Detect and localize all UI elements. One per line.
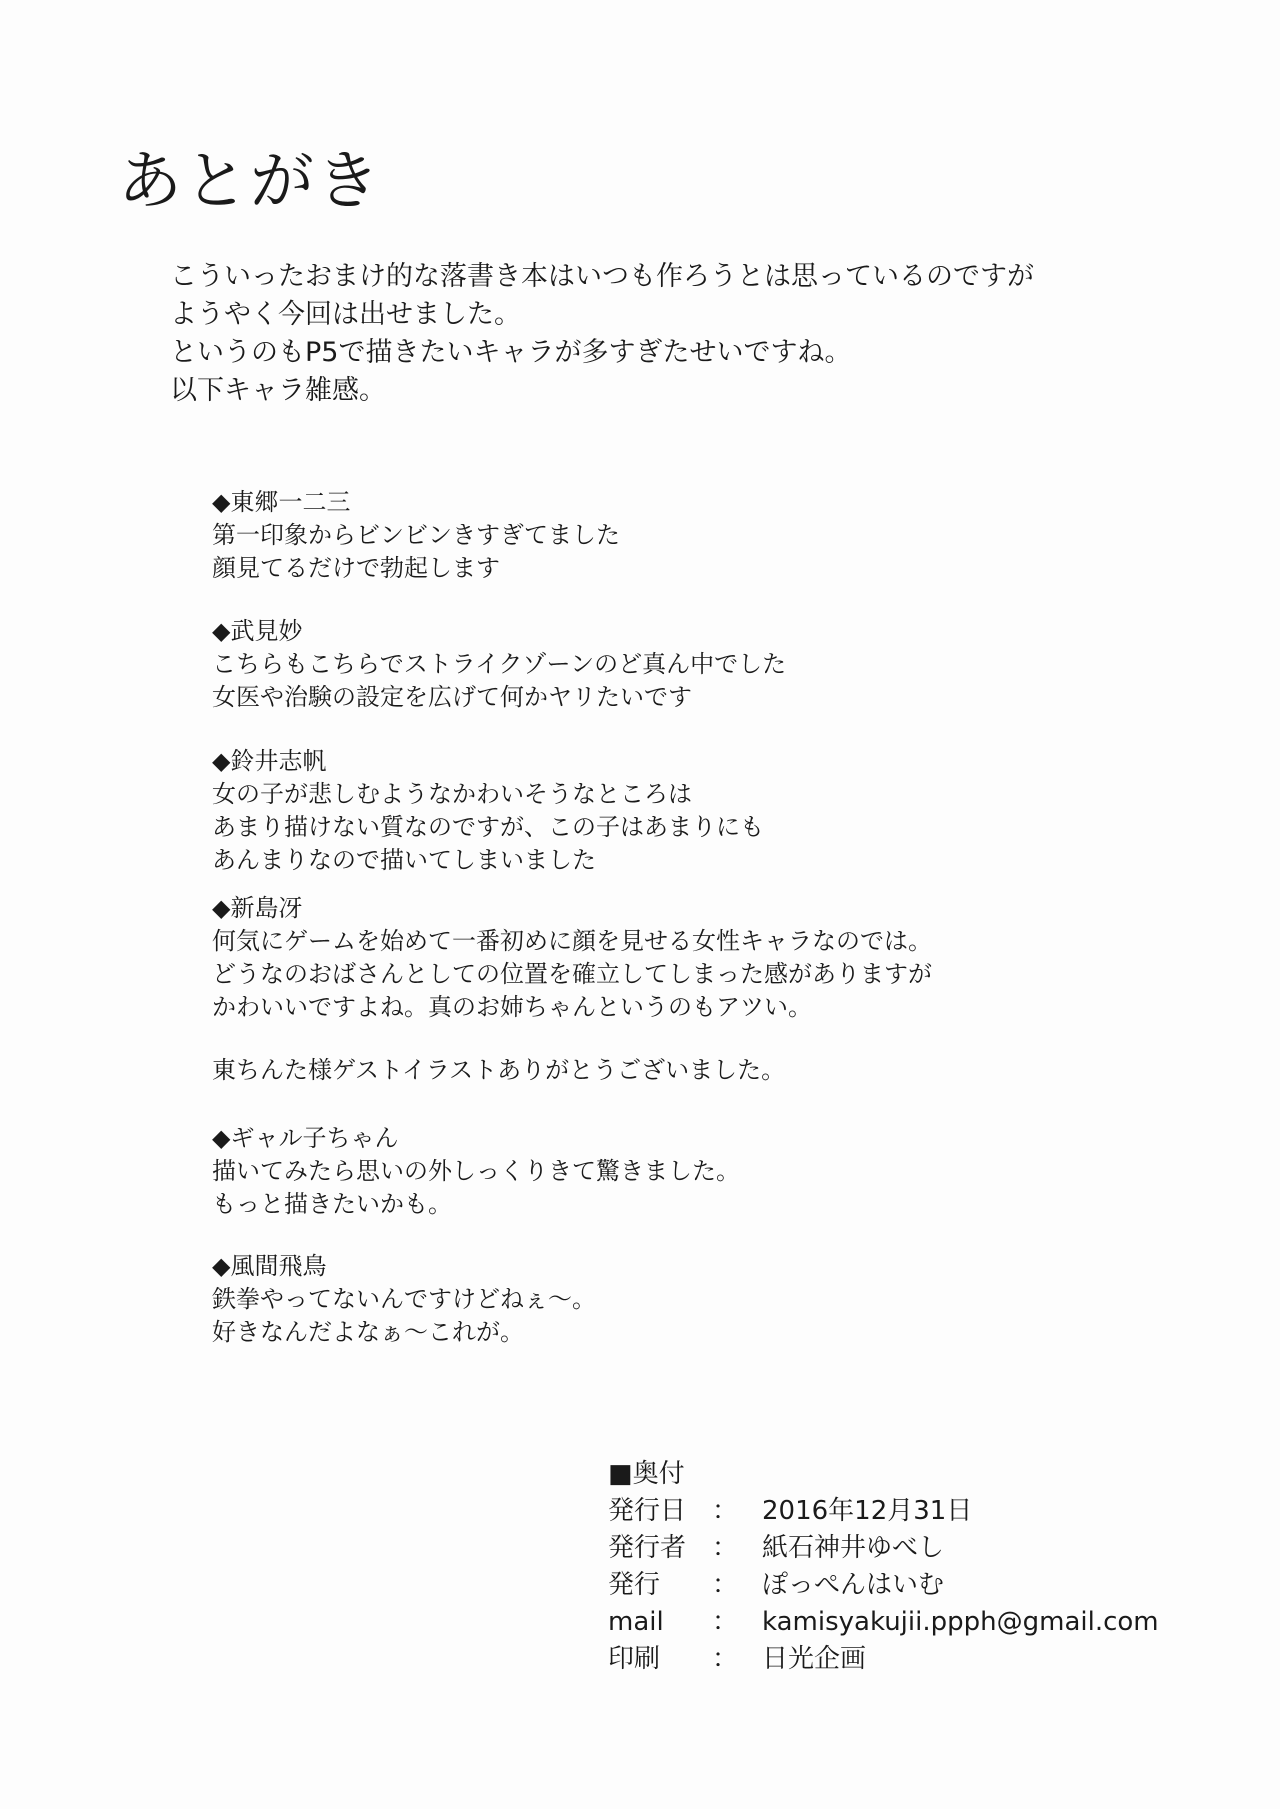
colophon-row-mail <box>608 1604 1159 1641</box>
note-line: 鉄拳やってないんですけどねぇ～。 <box>212 1285 596 1313</box>
note-line: 東ちんた様ゲストイラストありがとうございました。 <box>212 1056 786 1084</box>
colophon-separator: ： <box>712 1496 739 1526</box>
intro-line: 以下キャラ雑感。 <box>170 375 386 406</box>
character-heading: ◆東郷一二三 <box>212 488 351 516</box>
note-line: あんまりなので描いてしまいました <box>212 846 596 874</box>
note-line: 女の子が悲しむようなかわいそうなところは <box>212 780 692 808</box>
colophon-value: ぽっぺんはいむ <box>762 1570 945 1600</box>
character-heading: ◆新島冴 <box>212 894 303 922</box>
colophon <box>608 1456 1159 1678</box>
note-line: こちらもこちらでストライクゾーンのど真ん中でした <box>212 650 787 678</box>
note-line: 顔見てるだけで勃起します <box>212 554 500 582</box>
character-note-togo <box>212 486 620 585</box>
character-note-suzui <box>212 745 764 877</box>
character-note-kazama <box>212 1250 596 1349</box>
colophon-label: 印刷 <box>608 1644 661 1674</box>
intro-line: というのもP5で描きたいキャラが多すぎたせいですね。 <box>170 337 852 368</box>
colophon-separator: ： <box>712 1570 739 1600</box>
note-line: もっと描きたいかも。 <box>212 1190 452 1218</box>
note-line: 何気にゲームを始めて一番初めに顔を見せる女性キャラなのでは。 <box>212 927 932 955</box>
note-line: 第一印象からビンビンきすぎてました <box>212 521 620 549</box>
colophon-row-publisher <box>608 1530 1159 1567</box>
page-title: あとがき <box>118 145 382 219</box>
colophon-row-printer <box>608 1641 1159 1678</box>
note-line: あまり描けない質なのですが、この子はあまりにも <box>212 813 764 841</box>
character-note-gyaruko <box>212 1122 740 1221</box>
colophon-label: 発行日 <box>608 1496 687 1526</box>
character-heading: ◆鈴井志帆 <box>212 747 327 775</box>
colophon-separator: ： <box>712 1533 739 1563</box>
character-heading: ◆武見妙 <box>212 617 303 645</box>
colophon-label: 発行 <box>608 1570 661 1600</box>
note-line: 好きなんだよなぁ～これが。 <box>212 1318 524 1346</box>
note-line: どうなのおばさんとしての位置を確立してしまった感がありますが <box>212 960 932 988</box>
note-line: 描いてみたら思いの外しっくりきて驚きました。 <box>212 1157 740 1185</box>
guest-thanks <box>212 1054 785 1087</box>
colophon-label: 発行者 <box>608 1533 687 1563</box>
colophon-label: mail <box>608 1607 664 1637</box>
intro-line: こういったおまけ的な落書き本はいつも作ろうとは思っているのですが <box>170 261 1034 292</box>
intro-line: ようやく今回は出せました。 <box>170 299 521 330</box>
colophon-value: 日光企画 <box>762 1644 867 1674</box>
character-heading: ◆ギャル子ちゃん <box>212 1124 399 1152</box>
character-note-takemi <box>212 615 786 714</box>
colophon-separator: ： <box>712 1607 739 1637</box>
colophon-separator: ： <box>712 1644 739 1674</box>
colophon-value: 紙石神井ゆべし <box>762 1533 945 1563</box>
note-line: かわいいですよね。真のお姉ちゃんというのもアツい。 <box>212 993 812 1021</box>
colophon-heading: ■奥付 <box>608 1459 685 1489</box>
colophon-row-date <box>608 1493 1159 1530</box>
intro-paragraph <box>170 258 1034 410</box>
colophon-value: kamisyakujii.ppph@gmail.com <box>762 1607 1159 1637</box>
note-line: 女医や治験の設定を広げて何かヤリたいです <box>212 683 692 711</box>
colophon-row-circle <box>608 1567 1159 1604</box>
character-heading: ◆風間飛鳥 <box>212 1252 327 1280</box>
colophon-value: 2016年12月31日 <box>762 1496 973 1526</box>
character-note-niijima <box>212 892 932 1024</box>
